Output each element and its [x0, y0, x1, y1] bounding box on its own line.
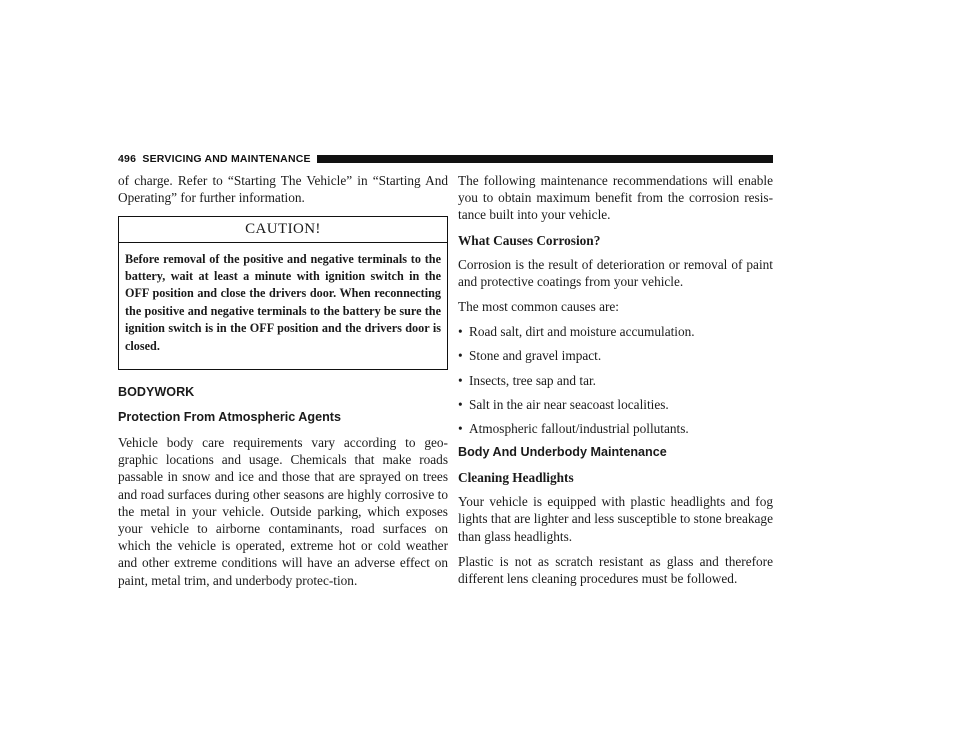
list-item-text: Salt in the air near seacoast localities. — [469, 396, 669, 412]
list-item-text: Insects, tree sap and tar. — [469, 372, 597, 388]
caution-box — [118, 216, 448, 370]
caution-body: Before removal of the positive and negative terminals to the battery, wait at least a minute with ignition switch in the OFF position and close the drivers door. When reconnecting the positive and negative terminals to the battery be sure the ignition switch is in the OFF position and the drivers door is closed. — [125, 251, 441, 353]
section-title: SERVICING AND MAINTENANCE — [142, 153, 311, 165]
bullet-icon: • — [458, 324, 463, 340]
bullet-icon: • — [458, 348, 463, 364]
left-column — [118, 172, 448, 597]
intro-paragraph: of charge. Refer to “Starting The Vehicle” in “Starting And Operating” for further information. — [118, 173, 448, 206]
causes-paragraph: Corrosion is the result of deterioration or removal of paint and protective coatings from your vehicle. — [458, 256, 773, 289]
page-header-text — [118, 153, 317, 165]
bullet-icon: • — [458, 396, 463, 412]
protection-paragraph: Vehicle body care requirements vary according to geo-graphic locations and usage. Chemicals that make roads passable in snow and ice and those that are sprayed on trees and road surfaces during other seasons are highly corrosive to the metal in your vehicle. Outside parking, which exposes your vehicle to airborne contaminants, road surfaces on which the vehicle is operated, extreme hot or cold weather and other extreme conditions will have an adverse effect on paint, metal trim, and underbody protec-tion. — [118, 435, 448, 588]
list-item-text: Stone and gravel impact. — [469, 348, 602, 364]
headlights-paragraph-1: Your vehicle is equipped with plastic headlights and fog lights that are lighter and less susceptible to stone breakage than glass headlights. — [458, 494, 773, 544]
page-header — [118, 152, 773, 166]
bullet-icon: • — [458, 372, 463, 388]
caution-title: CAUTION! — [119, 217, 447, 242]
recommendations-paragraph: The following maintenance recommendations will enable you to obtain maximum benefit from the corrosion resis-tance built into your vehicle. — [458, 173, 773, 223]
list-item — [458, 347, 773, 364]
causes-heading: What Causes Corrosion? — [458, 232, 601, 248]
list-item — [458, 420, 773, 437]
protection-heading: Protection From Atmospheric Agents — [118, 410, 341, 425]
list-item — [458, 372, 773, 389]
causes-list — [458, 323, 773, 437]
header-rule — [317, 155, 773, 163]
right-column — [458, 172, 773, 595]
list-item — [458, 396, 773, 413]
list-item-text: Atmospheric fallout/industrial pollutants. — [469, 421, 689, 437]
bullet-icon: • — [458, 421, 463, 437]
headlights-paragraph-2: Plastic is not as scratch resistant as glass and therefore different lens cleaning procedures must be followed. — [458, 553, 773, 587]
headlights-heading: Cleaning Headlights — [458, 470, 574, 486]
common-causes-intro: The most common causes are: — [458, 299, 619, 315]
page-number: 496 — [118, 153, 137, 165]
list-item-text: Road salt, dirt and moisture accumulation. — [469, 324, 695, 340]
bodywork-heading: BODYWORK — [118, 385, 195, 400]
list-item — [458, 323, 773, 340]
underbody-heading: Body And Underbody Maintenance — [458, 445, 667, 460]
